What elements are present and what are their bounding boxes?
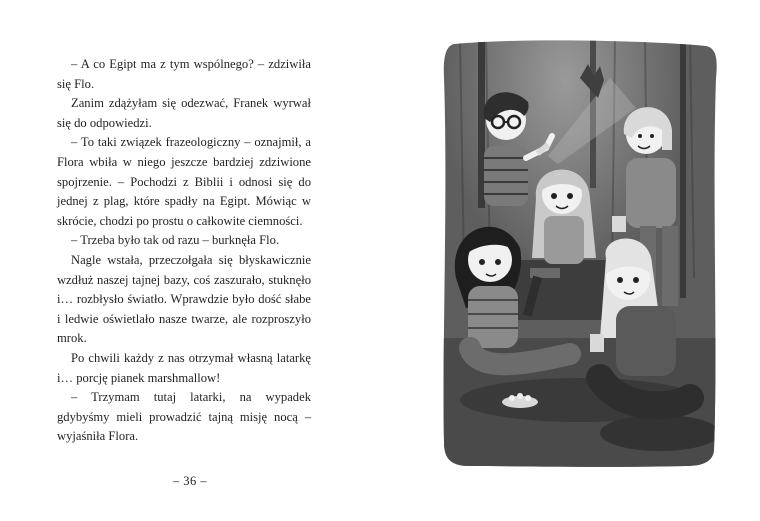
paragraph: – Trzymam tutaj latarki, na wypadek gdybyśmy mieli prowadzić tajną misję nocą – wyjaśniła Flora.: [57, 390, 311, 444]
paragraph: – A co Egipt ma z tym wspólnego? – zdziwiła się Flo.: [57, 57, 311, 91]
cup: [612, 216, 626, 232]
cup: [590, 334, 604, 352]
page-number: – 36 –: [172, 474, 208, 488]
story-text: [57, 55, 311, 447]
paragraph: – To taki związek frazeologiczny – oznajmił, a Flora wbiła w niego jeszcze bardziej zdziwione spojrzenie. – Pochodzi z Biblii i odnosi się do jednej z plag, które spadły na Egipt. Mówiąc w skrócie, chodzi po prostu o całkowite ciemności.: [57, 135, 311, 228]
children-with-flashlights-illustration: [440, 38, 718, 468]
floor-cushion: [600, 415, 718, 451]
paragraph: – Trzeba było tak od razu – burknęła Flo.: [71, 233, 280, 248]
tent-pole: [680, 38, 686, 298]
illustration-svg: [440, 38, 718, 468]
tent-pole: [478, 38, 485, 208]
paragraph: Nagle wstała, przeczołgała się błyskawicznie wzdłuż naszej tajnej bazy, coś zaszurało, stuknęło i… rozbłysło światło. Wprawdzie było dość słabe i ledwie oświetlało nasze twarze, ale rozproszyło mrok.: [57, 252, 311, 346]
paragraph: Po chwili każdy z nas otrzymał własną latarkę i… porcję pianek marshmallow!: [57, 350, 311, 385]
paragraph: Zanim zdążyłam się odezwać, Franek wyrwał się do odpowiedzi.: [57, 96, 311, 130]
